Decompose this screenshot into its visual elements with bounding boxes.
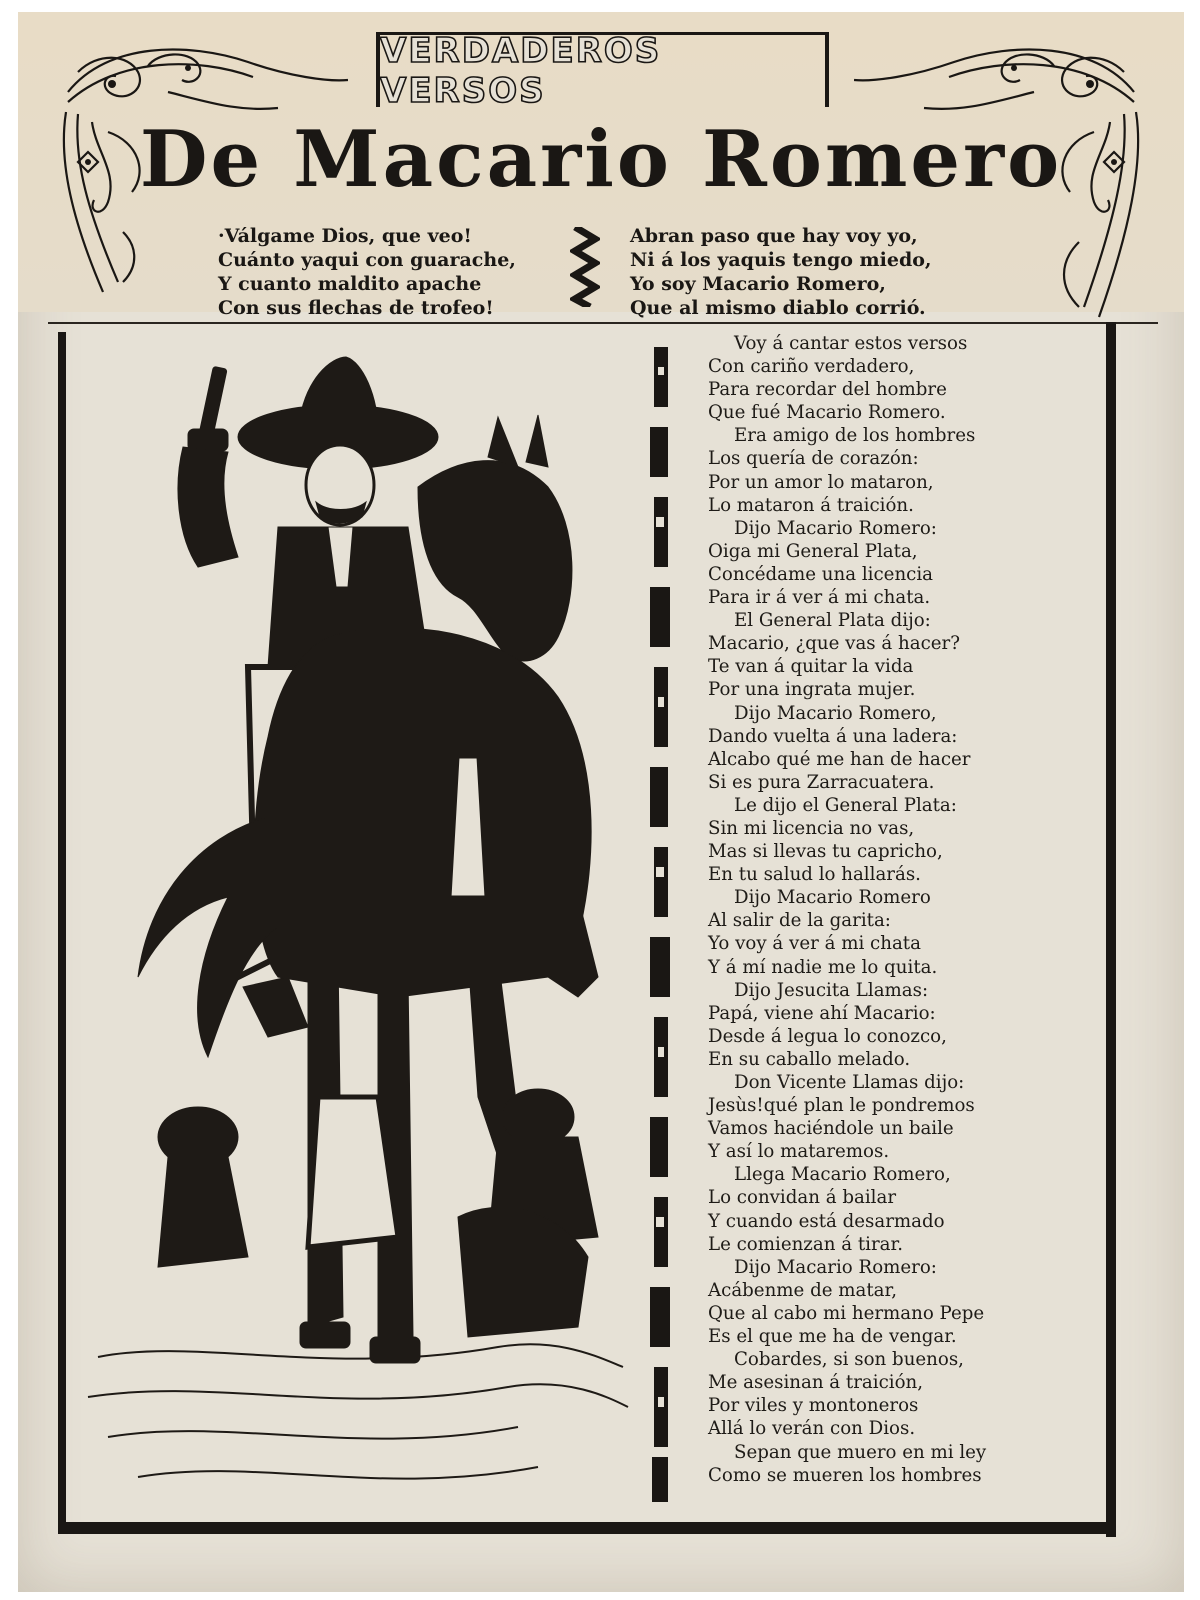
intro-line: Y cuanto maldito apache bbox=[218, 273, 482, 295]
verse-line: Y á mí nadie me lo quita. bbox=[708, 956, 938, 978]
intro-line: Con sus flechas de trofeo! bbox=[218, 297, 494, 319]
intro-line: Yo soy Macario Romero, bbox=[630, 273, 886, 295]
verse-line: Me asesinan á traición, bbox=[708, 1372, 924, 1394]
intro-line: ·Válgame Dios, que veo! bbox=[218, 225, 472, 247]
verse-line: Por una ingrata mujer. bbox=[708, 679, 916, 701]
verse-line: Dijo Jesucita Llamas: bbox=[734, 979, 929, 1001]
verse-line: El General Plata dijo: bbox=[734, 610, 931, 632]
verse-line: Dando vuelta á una ladera: bbox=[708, 725, 958, 747]
verse-line: Alcabo qué me han de hacer bbox=[708, 748, 971, 770]
verse-line: Concédame una licencia bbox=[708, 563, 933, 585]
verse-line: Voy á cantar estos versos bbox=[734, 333, 968, 354]
intro-line: Que al mismo diablo corrió. bbox=[630, 297, 926, 319]
intro-line: Ni á los yaquis tengo miedo, bbox=[630, 249, 932, 271]
verse-line: Por un amor lo mataron, bbox=[708, 471, 934, 493]
verses-column bbox=[708, 332, 1088, 1487]
verse-line: Don Vicente Llamas dijo: bbox=[734, 1072, 965, 1093]
verse-line: En su caballo melado. bbox=[708, 1048, 911, 1070]
verse-line: Te van á quitar la vida bbox=[708, 656, 914, 678]
header-rule bbox=[48, 322, 1158, 324]
verse-line: Jesùs!qué plan le pondremos bbox=[708, 1095, 975, 1117]
verse-line: Si es pura Zarracuatera. bbox=[708, 771, 935, 793]
verse-line: Con cariño verdadero, bbox=[708, 356, 915, 378]
broadside-sheet bbox=[18, 12, 1184, 1592]
verse-line: Cobardes, si son buenos, bbox=[734, 1349, 964, 1371]
verse-line: Sepan que muero en mi ley bbox=[734, 1441, 987, 1463]
verse-line: Los quería de corazón: bbox=[708, 448, 919, 470]
kicker-frame bbox=[376, 31, 829, 111]
horseman-woodcut-illustration bbox=[78, 337, 638, 1517]
verse-line: Es el que me ha de vengar. bbox=[708, 1326, 957, 1348]
intro-stanza-left bbox=[218, 224, 558, 320]
verse-line: Oiga mi General Plata, bbox=[708, 540, 918, 562]
verse-line: Le comienzan á tirar. bbox=[708, 1233, 903, 1255]
intro-line: Abran paso que hay voy yo, bbox=[630, 225, 918, 247]
frame-right-border bbox=[1106, 322, 1116, 1537]
verse-line: Mas si llevas tu capricho, bbox=[708, 841, 943, 863]
verse-line: Y cuando está desarmado bbox=[708, 1210, 945, 1232]
verse-line: Papá, viene ahí Macario: bbox=[708, 1002, 936, 1024]
verse-line: Dijo Macario Romero: bbox=[734, 517, 937, 539]
verse-line: Allá lo verán con Dios. bbox=[708, 1418, 916, 1440]
verse-line: Dijo Macario Romero, bbox=[734, 702, 937, 724]
verse-line: Macario, ¿que vas á hacer? bbox=[708, 633, 960, 655]
verse-line: Desde á legua lo conozco, bbox=[708, 1025, 947, 1047]
verse-line: Por viles y montoneros bbox=[708, 1395, 919, 1417]
verse-line: Sin mi licencia no vas, bbox=[708, 817, 915, 839]
verse-line: Dijo Macario Romero bbox=[734, 887, 931, 909]
verse-line: Le dijo el General Plata: bbox=[734, 794, 957, 816]
verse-line: Que al cabo mi hermano Pepe bbox=[708, 1302, 985, 1324]
intro-line: Cuánto yaqui con guarache, bbox=[218, 249, 516, 271]
intro-stanza-right bbox=[630, 224, 970, 320]
verse-line: Vamos haciéndole un baile bbox=[708, 1118, 954, 1140]
verse-line: Lo convidan á bailar bbox=[708, 1187, 897, 1209]
verse-line: Era amigo de los hombres bbox=[734, 425, 976, 447]
verse-line: Dijo Macario Romero: bbox=[734, 1256, 937, 1278]
frame-left-border bbox=[58, 332, 66, 1532]
verse-line: Como se mueren los hombres bbox=[708, 1464, 982, 1486]
verse-line: Al salir de la garita: bbox=[708, 910, 891, 932]
zigzag-divider-icon bbox=[570, 227, 600, 307]
decorative-column-icon bbox=[646, 347, 676, 1507]
verse-line: Y así lo mataremos. bbox=[708, 1141, 890, 1163]
kicker-title: VERDADEROS VERSOS bbox=[380, 31, 662, 111]
verse-line: Que fué Macario Romero. bbox=[708, 402, 946, 424]
verse-line: Llega Macario Romero, bbox=[734, 1164, 951, 1186]
verse-line: Acábenme de matar, bbox=[708, 1279, 897, 1301]
verse-line: En tu salud lo hallarás. bbox=[708, 864, 921, 886]
verse-line: Lo mataron á traición. bbox=[708, 494, 914, 516]
verse-line: Yo voy á ver á mi chata bbox=[708, 933, 921, 955]
frame-bottom-border bbox=[58, 1522, 1116, 1534]
verse-line: Para recordar del hombre bbox=[708, 379, 947, 401]
verse-line: Para ir á ver á mi chata. bbox=[708, 587, 931, 609]
page-title: De Macario Romero bbox=[139, 114, 1063, 205]
